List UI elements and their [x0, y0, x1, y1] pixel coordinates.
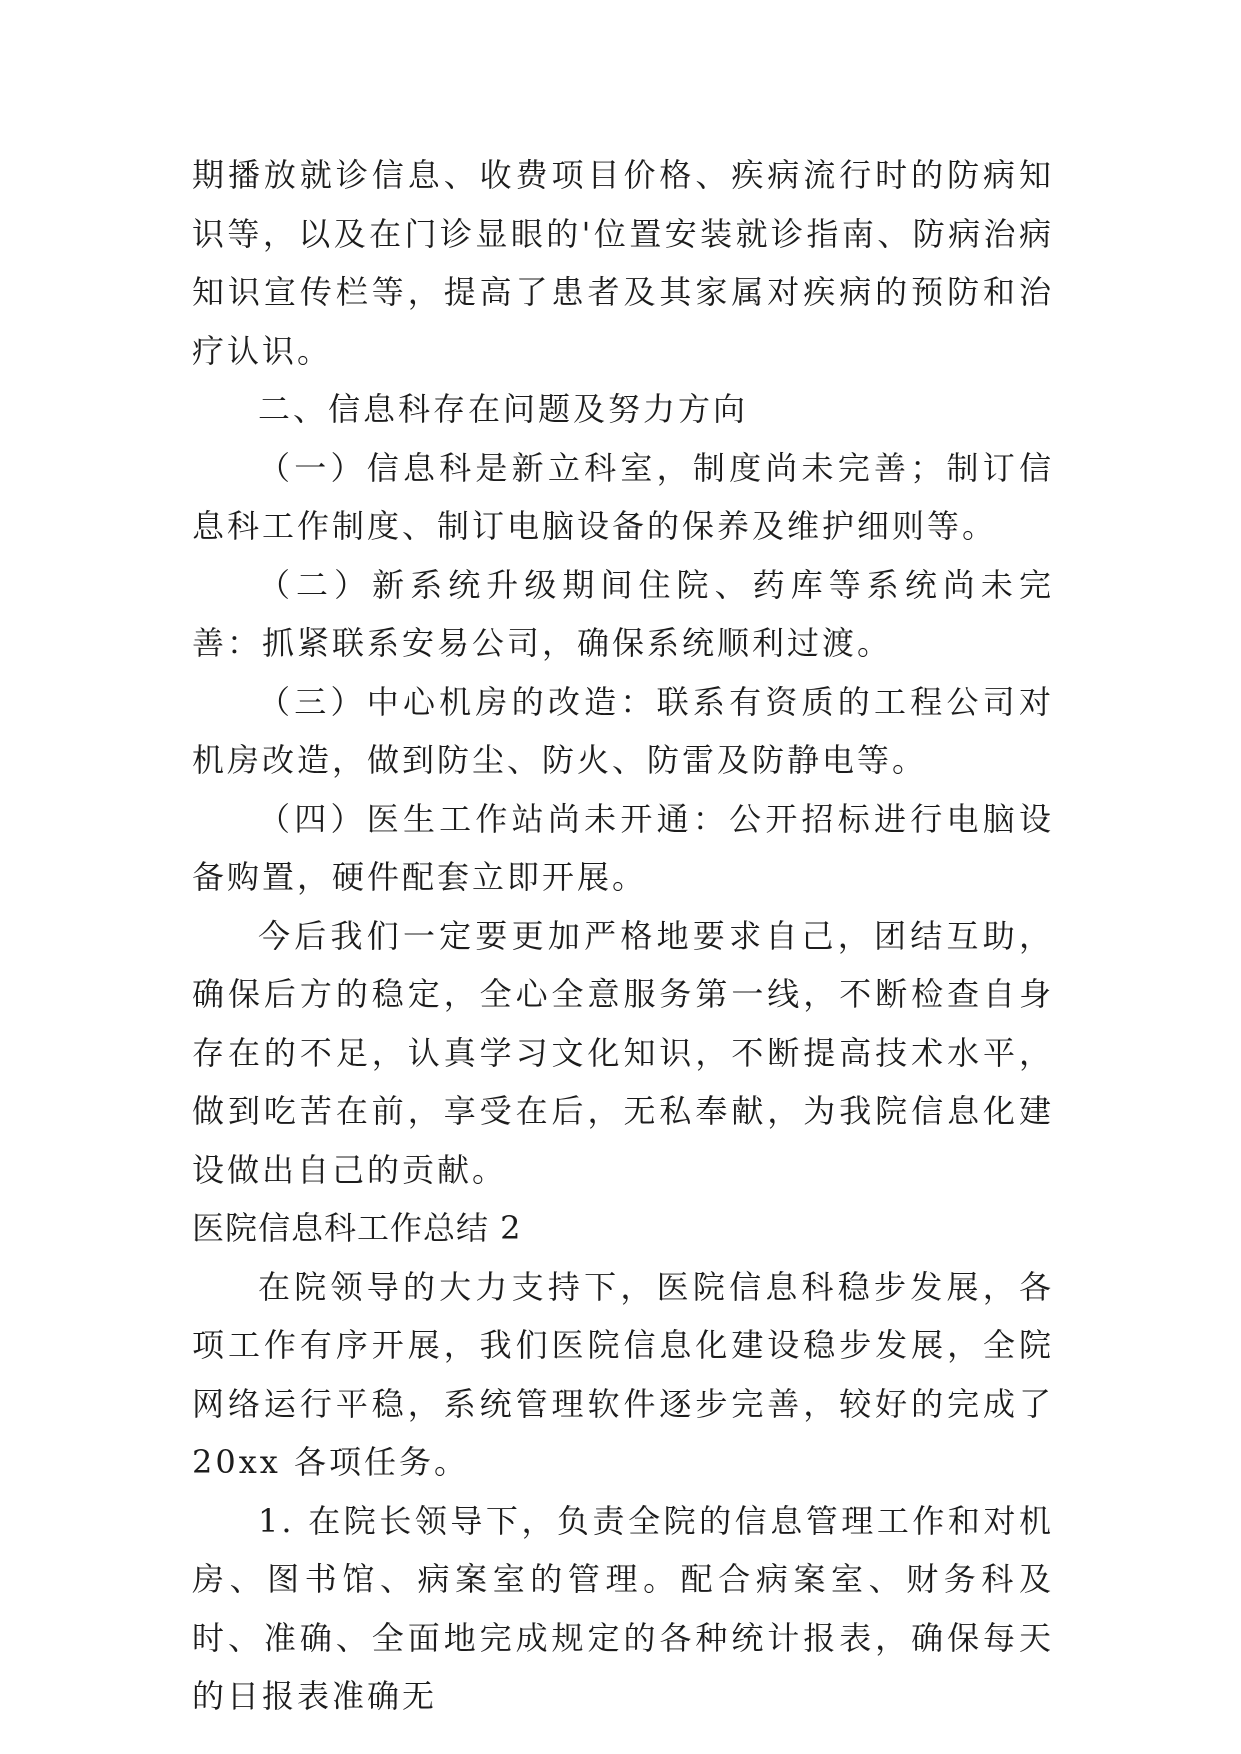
paragraph-conclusion: 今后我们一定要更加严格地要求自己，团结互助，确保后方的稳定，全心全意服务第一线，不断检查自身存在的不足，认真学习文化知识，不断提高技术水平，做到吃苦在前，享受在后，无私奉献，为我院信息化建设做出自己的贡献。 — [192, 916, 1054, 1189]
section-heading-problems: 二、信息科存在问题及努力方向 — [258, 390, 749, 428]
list-item-4: （四）医生工作站尚未开通：公开招标进行电脑设备购置，硬件配套立即开展。 — [192, 799, 1054, 896]
paragraph-intro-2: 在院领导的大力支持下，医院信息科稳步发展，各项工作有序开展，我们医院信息化建设稳步发展，全院网络运行平稳，系统管理软件逐步完善，较好的完成了 20xx 各项任务。 — [192, 1267, 1054, 1481]
document-subtitle: 医院信息科工作总结 2 — [192, 1209, 522, 1247]
paragraph-outreach: 期播放就诊信息、收费项目价格、疾病流行时的防病知识等，以及在门诊显眼的'位置安装就诊指南、防病治病知识宣传栏等，提高了患者及其家属对疾病的预防和治疗认识。 — [192, 156, 1054, 370]
paragraph-item-1: 1. 在院长领导下，负责全院的信息管理工作和对机房、图书馆、病案室的管理。配合病案室、财务科及时、准确、全面地完成规定的各种统计报表，确保每天的日报表准确无 — [192, 1501, 1054, 1715]
document-body — [192, 146, 1054, 1726]
list-item-3: （三）中心机房的改造：联系有资质的工程公司对机房改造，做到防尘、防火、防雷及防静电等。 — [192, 682, 1054, 779]
list-item-2: （二）新系统升级期间住院、药库等系统尚未完善：抓紧联系安易公司，确保系统顺利过渡。 — [192, 565, 1054, 662]
list-item-1: （一）信息科是新立科室，制度尚未完善；制订信息科工作制度、制订电脑设备的保养及维护细则等。 — [192, 448, 1054, 545]
